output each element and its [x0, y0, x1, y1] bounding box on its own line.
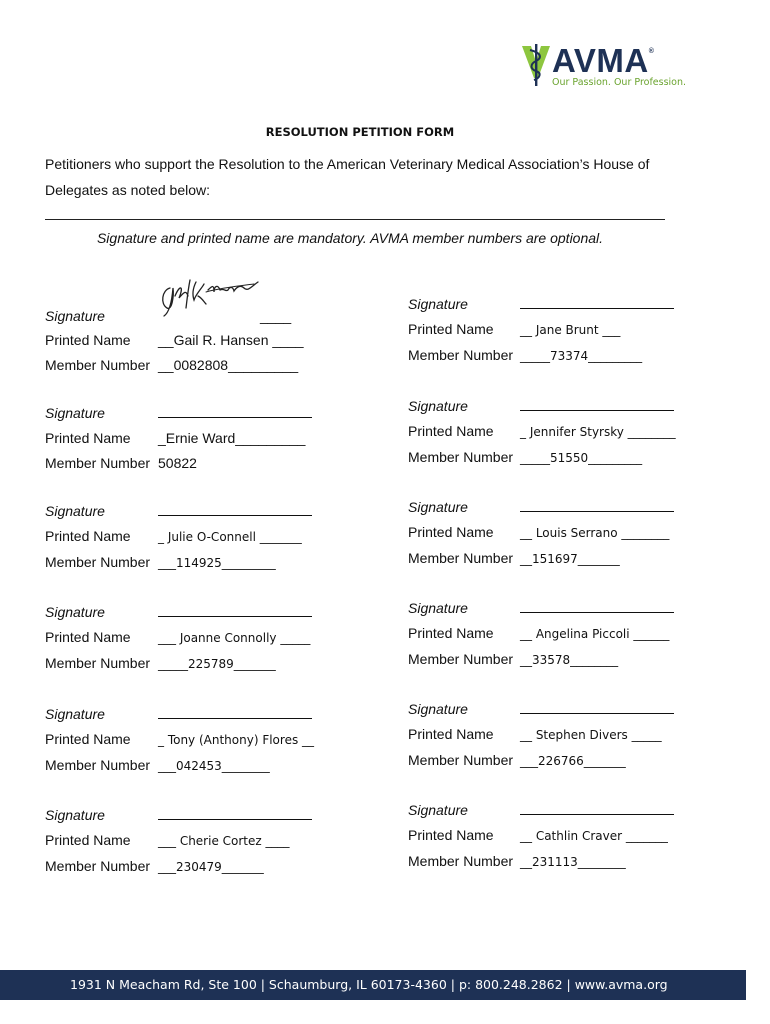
member-number-value: ___114925_________: [158, 556, 276, 570]
petitioner-entry: [408, 398, 708, 478]
printed-name-label: Printed Name: [408, 423, 494, 439]
printed-name-label: Printed Name: [45, 731, 131, 747]
caduceus-icon: [522, 44, 550, 86]
member-number-value: ___226766_______: [520, 754, 626, 768]
signature-label: Signature: [408, 296, 468, 312]
form-title: RESOLUTION PETITION FORM: [265, 125, 455, 139]
signature-label: Signature: [45, 604, 105, 620]
printed-name-value: __ Louis Serrano ________: [520, 526, 670, 540]
signature-line: [158, 807, 312, 820]
printed-name-label: Printed Name: [408, 321, 494, 337]
member-number-label: Member Number: [45, 858, 151, 874]
petitioner-entry: [45, 807, 345, 887]
printed-name-value: __ Cathlin Craver _______: [520, 829, 668, 843]
printed-name-value: _ Julie O-Connell _______: [158, 530, 302, 544]
printed-name-label: Printed Name: [408, 827, 494, 843]
logo-wordmark: AVMA®: [552, 42, 655, 79]
member-number-value: _____73374_________: [520, 349, 643, 363]
signature-label: Signature: [408, 600, 468, 616]
member-number-value: 50822: [158, 455, 197, 471]
printed-name-label: Printed Name: [45, 528, 131, 544]
signature-line: [520, 398, 674, 411]
intro-text: Petitioners who support the Resolution to the American Veterinary Medical Association’s House of Delegates as noted below:: [45, 156, 650, 198]
petitioner-entry: [45, 604, 345, 684]
member-number-value: ___042453________: [158, 759, 270, 773]
mandatory-note: Signature and printed name are mandatory. AVMA member numbers are optional.: [96, 230, 604, 246]
signature-line: [520, 802, 674, 815]
member-number-label: Member Number: [45, 757, 151, 773]
signature-line: [520, 296, 674, 309]
member-number-label: Member Number: [408, 752, 514, 768]
petitioner-entry: [408, 296, 708, 376]
petitioner-entry: [45, 503, 345, 583]
signature-label: Signature: [45, 706, 105, 722]
printed-name-value: _ Tony (Anthony) Flores __: [158, 733, 315, 747]
signature-line: [158, 604, 312, 617]
member-number-label: Member Number: [408, 651, 514, 667]
member-number-label: Member Number: [45, 554, 151, 570]
printed-name-value: ___ Cherie Cortez ____: [158, 834, 290, 848]
signature-label: Signature: [45, 405, 105, 421]
printed-name-label: Printed Name: [408, 625, 494, 641]
printed-name-label: Printed Name: [45, 430, 131, 446]
member-number-label: Member Number: [408, 347, 514, 363]
signature-label: Signature: [408, 802, 468, 818]
member-number-value: __231113________: [520, 855, 626, 869]
signature-label: Signature: [45, 503, 105, 519]
printed-name-value: _ Jennifer Styrsky ________: [520, 425, 676, 439]
printed-name-value: __ Jane Brunt ___: [520, 323, 621, 337]
printed-name-value: __ Stephen Divers _____: [520, 728, 662, 742]
logo-tagline: Our Passion. Our Profession.: [552, 77, 687, 88]
resolution-line: [45, 219, 665, 220]
member-number-label: Member Number: [45, 357, 151, 373]
signature-line: [520, 701, 674, 714]
signature-line: [158, 405, 312, 418]
signature-label: Signature: [45, 807, 105, 823]
printed-name-value: ___ Joanne Connolly _____: [158, 631, 311, 645]
footer-address: 1931 N Meacham Rd, Ste 100 | Schaumburg, IL 60173-4360 | p: 800.248.2862 | www.avma.org: [70, 977, 668, 992]
petitioner-entry: [45, 308, 345, 388]
member-number-label: Member Number: [45, 455, 151, 471]
member-number-value: __0082808_________: [158, 357, 299, 373]
avma-logo: [522, 42, 687, 90]
printed-name-value: _Ernie Ward_________: [158, 430, 306, 446]
petitioner-entry: [45, 405, 345, 485]
signature-label: Signature: [408, 499, 468, 515]
member-number-value: __151697_______: [520, 552, 620, 566]
printed-name-label: Printed Name: [408, 524, 494, 540]
printed-name-value: __ Angelina Piccoli ______: [520, 627, 670, 641]
signature-line: [158, 503, 312, 516]
signature-line: [520, 600, 674, 613]
member-number-label: Member Number: [408, 550, 514, 566]
printed-name-label: Printed Name: [408, 726, 494, 742]
signature-label: Signature: [45, 308, 105, 324]
member-number-value: _____51550_________: [520, 451, 643, 465]
petitioner-entry: [408, 701, 708, 781]
petitioner-entry: [408, 802, 708, 882]
signature-line: [158, 706, 312, 719]
petitioner-entry: [408, 499, 708, 579]
petitioner-entry: [408, 600, 708, 680]
petitioner-entry: [45, 706, 345, 786]
printed-name-label: Printed Name: [45, 332, 131, 348]
member-number-label: Member Number: [45, 655, 151, 671]
signature-label: Signature: [408, 398, 468, 414]
footer-bar: [0, 970, 746, 1000]
signature-field: ____: [260, 308, 292, 324]
signature-line: [520, 499, 674, 512]
member-number-value: __33578________: [520, 653, 619, 667]
signature-label: Signature: [408, 701, 468, 717]
member-number-label: Member Number: [408, 853, 514, 869]
printed-name-label: Printed Name: [45, 629, 131, 645]
member-number-label: Member Number: [408, 449, 514, 465]
printed-name-value: __Gail R. Hansen ____: [158, 332, 304, 348]
member-number-value: ___230479_______: [158, 860, 264, 874]
member-number-value: _____225789_______: [158, 657, 276, 671]
printed-name-label: Printed Name: [45, 832, 131, 848]
